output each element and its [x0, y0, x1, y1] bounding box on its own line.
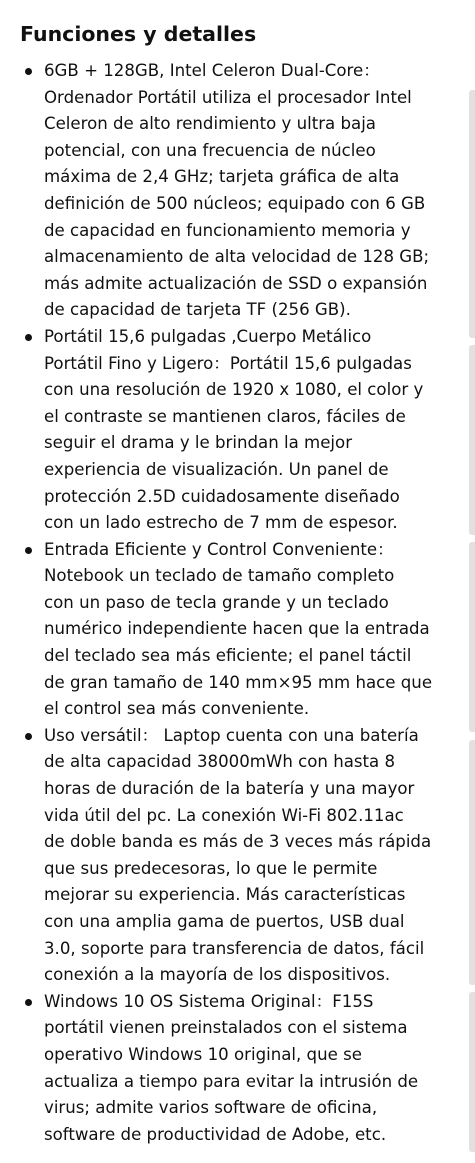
feature-text-line: del teclado sea más eficiente; el panel táctil [44, 646, 412, 666]
bullet-icon [25, 68, 32, 75]
feature-text-line: portátil vienen preinstalados con el sistema [44, 1018, 408, 1038]
feature-item-battery [0, 723, 475, 989]
edge-scroll-indicator [469, 542, 475, 732]
feature-text-line: software de productividad de Adobe, etc. [44, 1124, 387, 1144]
edge-scroll-indicator [469, 345, 475, 535]
feature-text-line: Portátil Fino y Ligero：Portátil 15,6 pulgadas [44, 353, 412, 373]
feature-text-line: que sus predecesoras, lo que le permite [44, 858, 378, 878]
feature-text-line: virus; admite varios software de oficina, [44, 1098, 378, 1118]
feature-text-line: con un paso de tecla grande y un teclado [44, 592, 389, 612]
feature-text-line: de capacidad de tarjeta TF (256 GB). [44, 300, 351, 320]
feature-text-line: más admite actualización de SSD o expansión [44, 273, 428, 293]
feature-text-line: con un lado estrecho de 7 mm de espesor. [44, 513, 398, 533]
feature-text-line: seguir el drama y le brindan la mejor [44, 433, 353, 453]
bullet-icon [25, 547, 32, 554]
feature-text-line: 6GB + 128GB, Intel Celeron Dual-Core： [44, 61, 380, 80]
feature-text-line: el contraste se mantienen claros, fáciles de [44, 406, 406, 426]
feature-text-line: operativo Windows 10 original, que se [44, 1044, 362, 1064]
feature-text-line: experiencia de visualización. Un panel de [44, 459, 389, 479]
feature-text-line: Windows 10 OS Sistema Original：F15S [44, 991, 374, 1011]
feature-text-line: de doble banda es más de 3 veces más rápida [44, 832, 432, 852]
feature-text-line: de alta capacidad 38000mWh con hasta 8 [44, 752, 396, 772]
feature-text-line: con una resolución de 1920 x 1080, el color y [44, 380, 424, 400]
feature-text-line: Notebook un teclado de tamaño completo [44, 566, 395, 586]
feature-text-line: conexión a la mayoría de los dispositivos. [44, 965, 391, 985]
feature-text-line: horas de duración de la batería y una mayor [44, 779, 415, 799]
feature-text-line: 3.0, soporte para transferencia de datos, fácil [44, 938, 425, 958]
feature-item-display [0, 324, 475, 537]
feature-text-line: máxima de 2,4 GHz; tarjeta gráfica de alta [44, 167, 400, 187]
feature-text-line: Entrada Eficiente y Control Conveniente： [44, 539, 394, 559]
feature-text-line: almacenamiento de alta velocidad de 128 GB; [44, 247, 430, 267]
feature-item-os [0, 989, 475, 1149]
feature-list [0, 58, 475, 1148]
feature-text-line: Portátil 15,6 pulgadas ,Cuerpo Metálico [44, 326, 372, 346]
feature-text-line: Celeron de alto rendimiento y ultra baja [44, 114, 376, 134]
feature-text-line: potencial, con una frecuencia de núcleo [44, 140, 376, 160]
feature-text-line: de gran tamaño de 140 mm×95 mm hace que [44, 672, 433, 692]
feature-text-line: protección 2.5D cuidadosamente diseñado [44, 486, 400, 506]
feature-item-keyboard [0, 537, 475, 723]
feature-text-line: numérico independiente hacen que la entrada [44, 619, 430, 639]
feature-text-line: con una amplia gama de puertos, USB dual [44, 912, 405, 931]
edge-scroll-indicator [469, 992, 475, 1152]
feature-text-line: el control sea más conveniente. [44, 699, 310, 719]
feature-text-line: vida útil del pc. La conexión Wi-Fi 802.11ac [44, 805, 404, 825]
bullet-icon [25, 733, 32, 740]
section-title: Funciones y detalles [20, 22, 257, 46]
feature-item-processor [0, 58, 475, 324]
bullet-icon [25, 999, 32, 1006]
edge-scroll-indicator [469, 740, 475, 985]
feature-text-line: de capacidad en funcionamiento memoria y [44, 220, 411, 240]
feature-text-line: Ordenador Portátil utiliza el procesador Intel [44, 87, 412, 107]
feature-text-line: mejorar su experiencia. Más características [44, 885, 406, 905]
feature-text-line: definición de 500 núcleos; equipado con 6 GB [44, 193, 426, 213]
feature-text-line: actualiza a tiempo para evitar la intrusión de [44, 1071, 419, 1091]
edge-scroll-indicator [469, 90, 475, 338]
bullet-icon [25, 334, 32, 341]
feature-text-line: Uso versátil： Laptop cuenta con una batería [44, 725, 419, 745]
